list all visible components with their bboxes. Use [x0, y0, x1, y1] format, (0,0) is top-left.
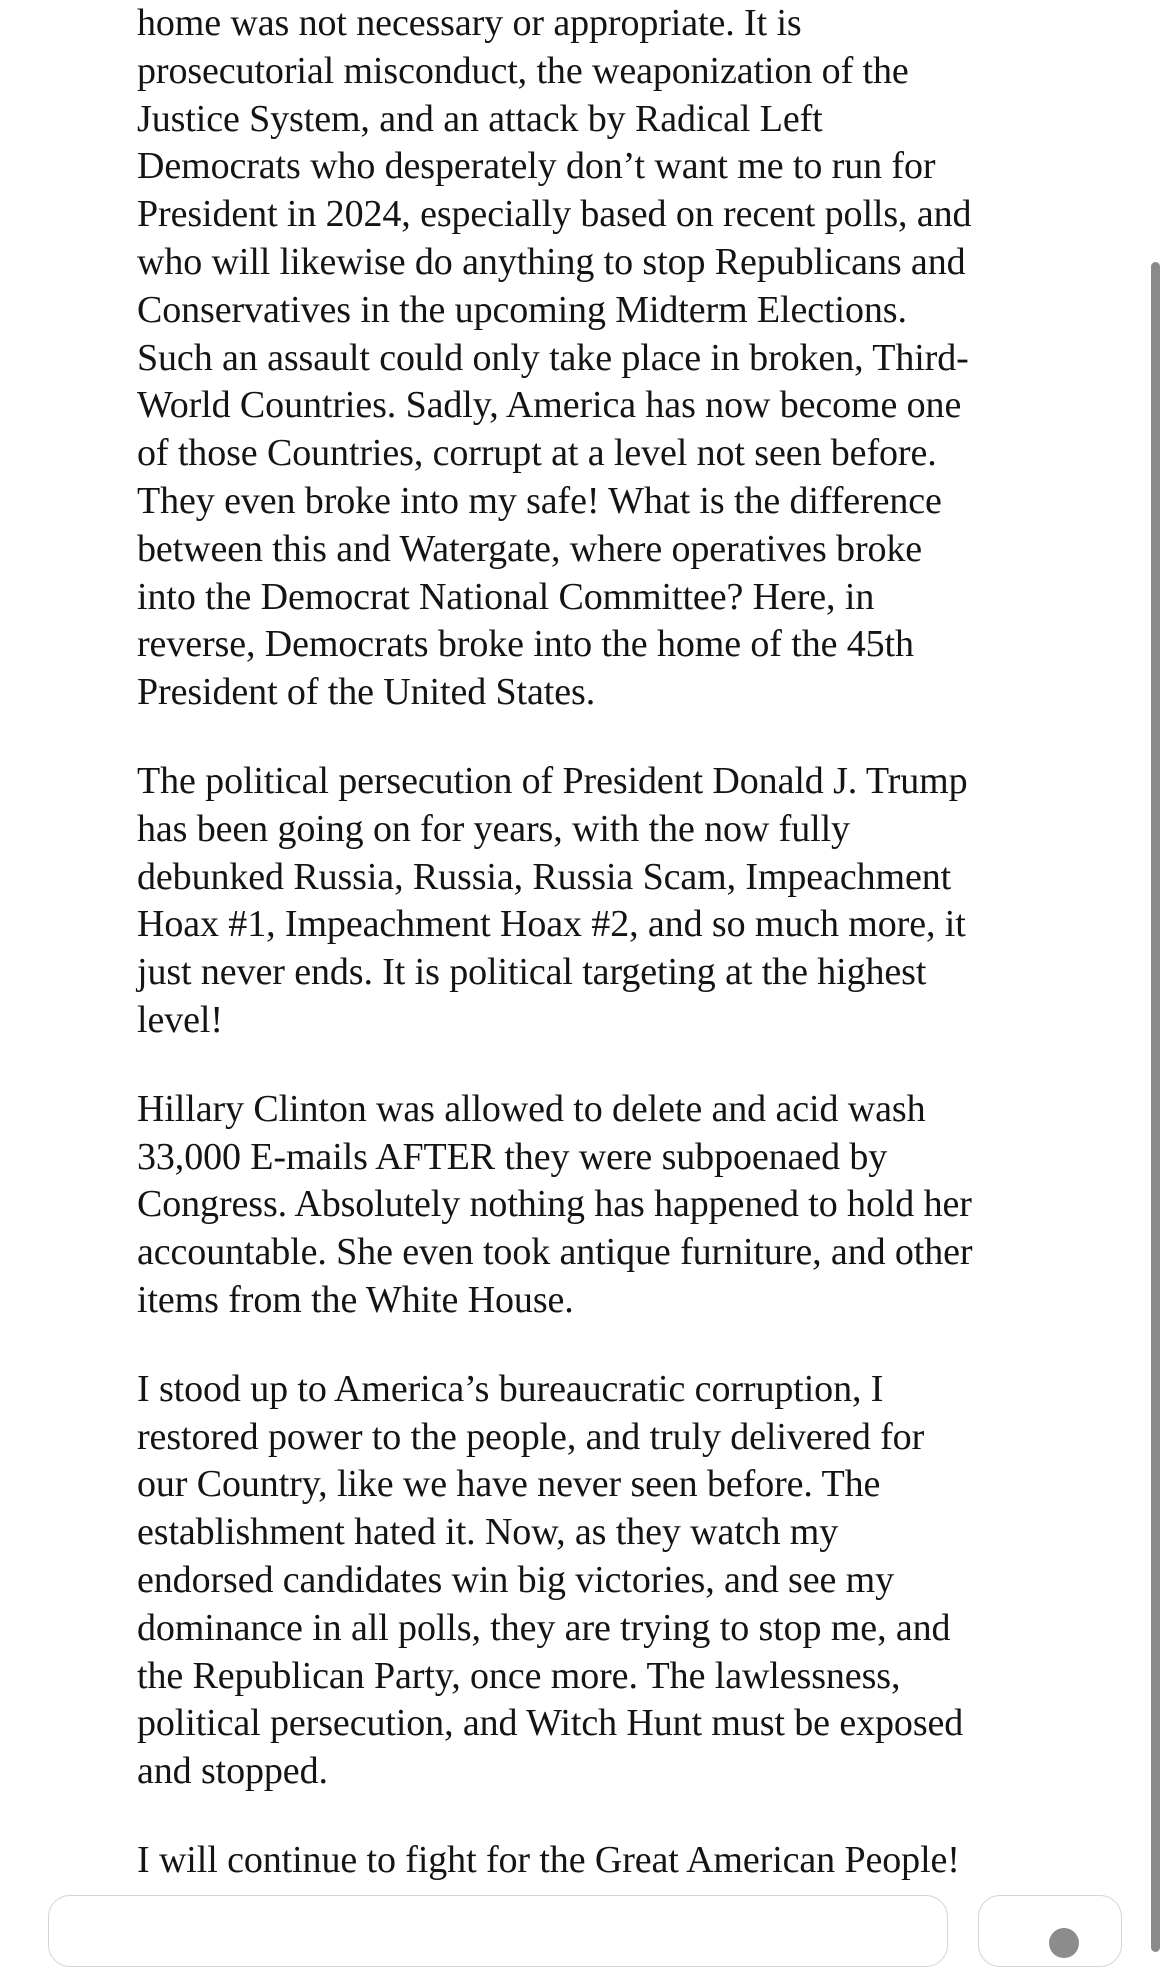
post-paragraph: home was not necessary or appropriate. It is prosecutorial misconduct, the weaponization of the Justice System, and an attack by Radical Left Democrats who desperately don’t want me to run for President in 2024, especially based on recent polls, and who will likewise do anything to stop Republicans and Conservatives in the upcoming Midterm Elections. Such an assault could only take place in broken, Third- World Countries. Sadly, America has now become one of those Countries, corrupt at a level not seen before. They even broke into my safe! What is the difference between this and Watergate, where operatives broke into the Democrat National Committee? Here, in reverse, Democrats broke into the home of the 45th President of the United States.	[137, 2, 972, 714]
post-paragraph: I stood up to America’s bureaucratic corruption, I restored power to the people, and truly delivered for our Country, like we have never seen before. The establishment hated it. Now, as they watch my endorsed candidates win big victories, and see my dominance in all polls, they are trying to stop me, and the Republican Party, once more. The lawlessness, political persecution, and Witch Hunt must be exposed and stopped.	[137, 1367, 964, 1793]
scrollbar[interactable]	[1151, 262, 1160, 1952]
post-paragraph: Hillary Clinton was allowed to delete and acid wash 33,000 E-mails AFTER they were subpoenaed by Congress. Absolutely nothing has happened to hold her accountable. She even took antique furniture, and other items from the White House.	[137, 1087, 973, 1321]
info-button[interactable]	[978, 1895, 1122, 1967]
info-icon	[1049, 1928, 1079, 1958]
post-body	[137, 0, 1037, 1926]
post-paragraph: I will continue to fight for the Great American People!	[137, 1838, 960, 1881]
post-paragraph: The political persecution of President Donald J. Trump has been going on for years, with the now fully debunked Russia, Russia, Russia Scam, Impeachment Hoax #1, Impeachment Hoax #2, and so much more, it just never ends. It is political targeting at the highest level!	[137, 759, 968, 1041]
reply-input[interactable]	[48, 1895, 948, 1967]
